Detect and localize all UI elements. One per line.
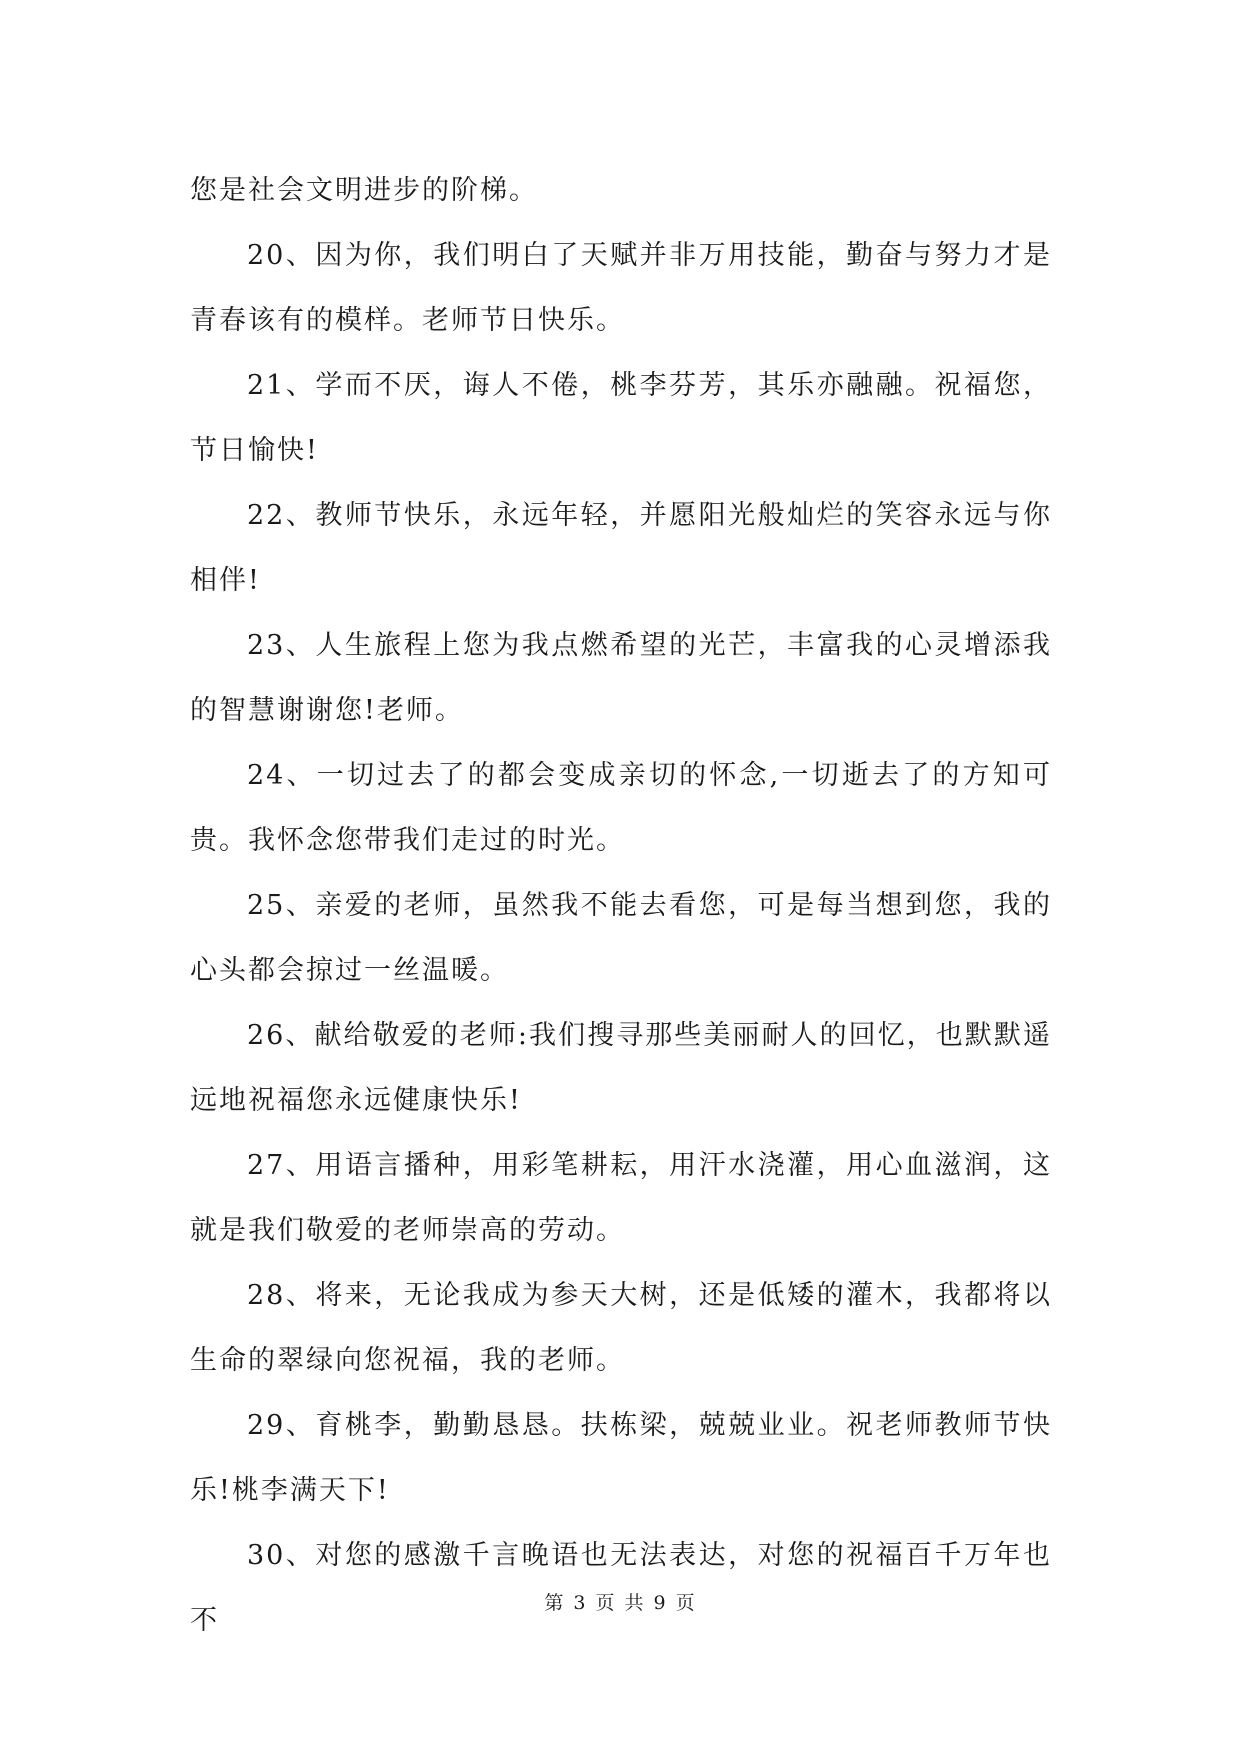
paragraph-27: 27、用语言播种，用彩笔耕耘，用汗水浇灌，用心血滋润，这就是我们敬爱的老师崇高的劳动。: [190, 1150, 1052, 1246]
paragraph-29: 29、育桃李，勤勤恳恳。扶栋梁，兢兢业业。祝老师教师节快乐!桃李满天下!: [190, 1410, 1052, 1506]
document-body: [190, 158, 1052, 1653]
paragraph-22: 22、教师节快乐，永远年轻，并愿阳光般灿烂的笑容永远与你相伴!: [190, 500, 1052, 596]
paragraph-20: 20、因为你，我们明白了天赋并非万用技能，勤奋与努力才是青春该有的模样。老师节日快乐。: [190, 240, 1052, 336]
page-number-footer: 第 3 页 共 9 页: [544, 1592, 697, 1614]
paragraph-25: 25、亲爱的老师，虽然我不能去看您，可是每当想到您，我的心头都会掠过一丝温暖。: [190, 890, 1052, 986]
paragraph-24: 24、一切过去了的都会变成亲切的怀念,一切逝去了的方知可贵。我怀念您带我们走过的时光。: [190, 760, 1052, 856]
paragraph-23: 23、人生旅程上您为我点燃希望的光芒，丰富我的心灵增添我的智慧谢谢您!老师。: [190, 630, 1052, 726]
paragraph-30: 30、对您的感激千言晚语也无法表达，对您的祝福百千万年也不: [190, 1540, 1052, 1636]
paragraph-continuation: 您是社会文明进步的阶梯。: [190, 175, 538, 206]
paragraph-21: 21、学而不厌，诲人不倦，桃李芬芳，其乐亦融融。祝福您，节日愉快!: [190, 370, 1052, 466]
paragraph-26: 26、献给敬爱的老师:我们搜寻那些美丽耐人的回忆，也默默遥远地祝福您永远健康快乐!: [190, 1020, 1052, 1116]
paragraph-28: 28、将来，无论我成为参天大树，还是低矮的灌木，我都将以生命的翠绿向您祝福，我的老师。: [190, 1280, 1052, 1376]
